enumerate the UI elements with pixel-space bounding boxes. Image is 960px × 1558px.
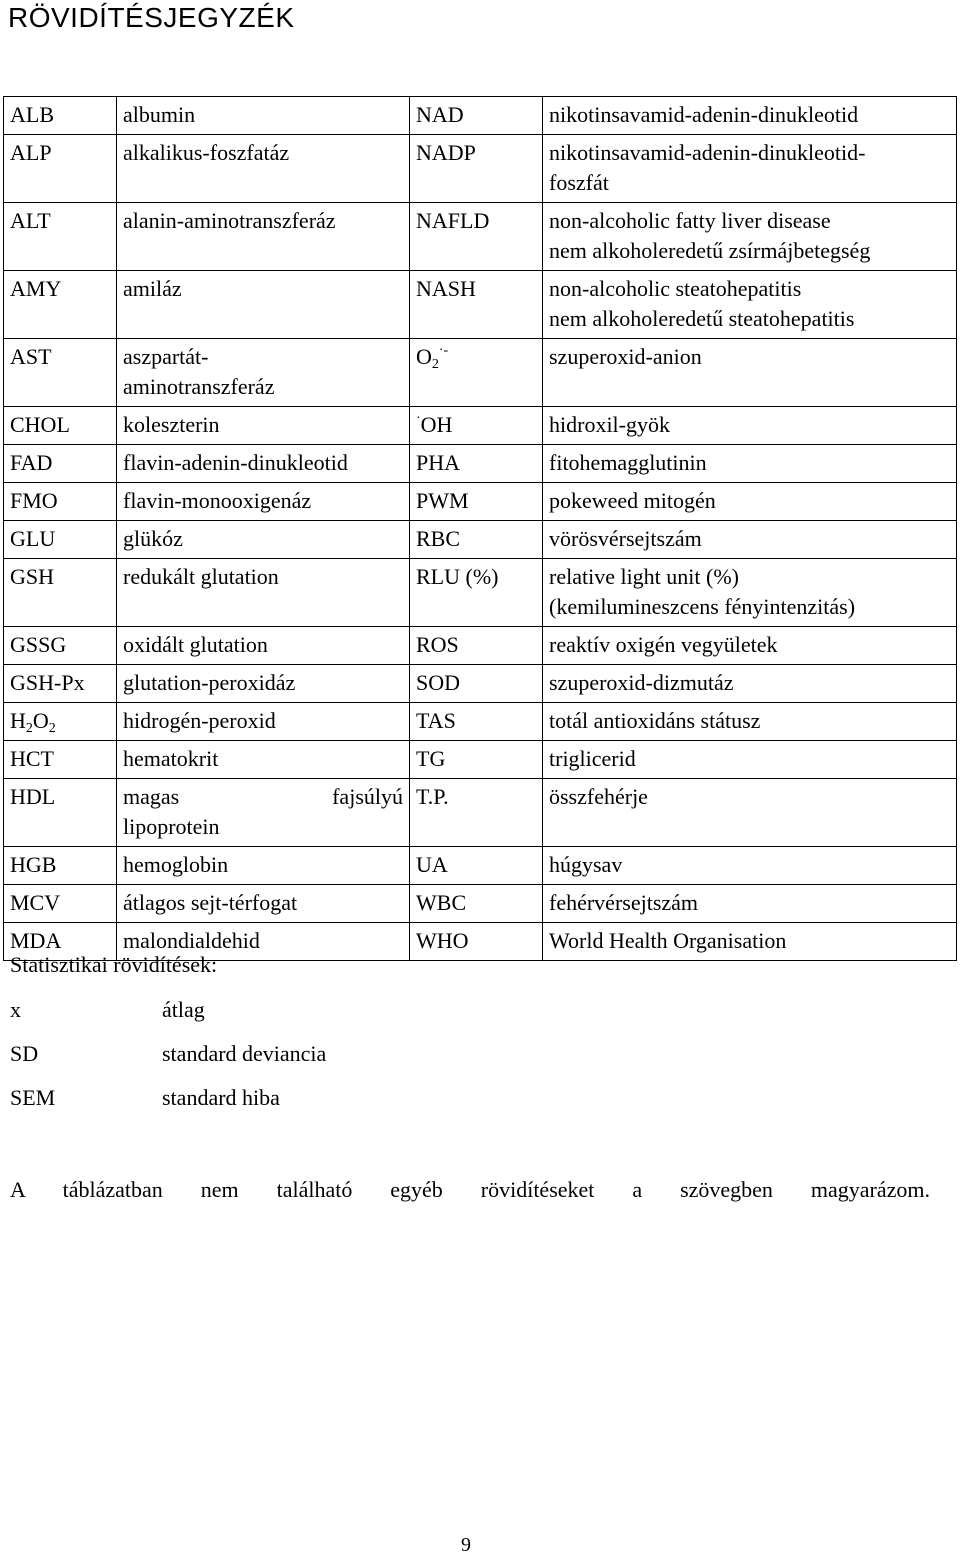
meaning-cell: redukált glutation <box>117 559 410 627</box>
abbreviation-cell: NAFLD <box>410 203 543 271</box>
meaning-cell: szuperoxid-anion <box>543 339 957 407</box>
abbreviation-cell: UA <box>410 847 543 885</box>
table-row <box>4 521 957 559</box>
abbreviation-cell: GSSG <box>4 627 117 665</box>
meaning-cell: aszpartát- aminotranszferáz <box>117 339 410 407</box>
meaning-cell: relative light unit (%) (kemilumineszcens fényintenzitás) <box>543 559 957 627</box>
table-row <box>4 339 957 407</box>
table-row <box>4 483 957 521</box>
abbreviation-cell: TAS <box>410 703 543 741</box>
abbreviation-cell: ROS <box>410 627 543 665</box>
meaning-cell: alanin-aminotranszferáz <box>117 203 410 271</box>
meaning-cell: nikotinsavamid-adenin-dinukleotid- foszfát <box>543 135 957 203</box>
abbreviation-table <box>3 96 957 961</box>
table-row <box>4 779 957 847</box>
statistic-abbreviation: x <box>10 997 21 1022</box>
page-number: 9 <box>461 1534 471 1556</box>
abbreviation-cell: RLU (%) <box>410 559 543 627</box>
abbreviation-cell: HCT <box>4 741 117 779</box>
meaning-cell: World Health Organisation <box>543 923 957 961</box>
meaning-cell: glutation-peroxidáz <box>117 665 410 703</box>
meaning-cell: reaktív oxigén vegyületek <box>543 627 957 665</box>
meaning-cell: hidroxil-gyök <box>543 407 957 445</box>
abbreviation-cell: SOD <box>410 665 543 703</box>
abbreviation-cell: MCV <box>4 885 117 923</box>
abbreviation-cell: TG <box>410 741 543 779</box>
table-row <box>4 741 957 779</box>
table-row <box>4 271 957 339</box>
abbreviation-cell: CHOL <box>4 407 117 445</box>
meaning-cell: triglicerid <box>543 741 957 779</box>
meaning-cell: húgysav <box>543 847 957 885</box>
statistic-meaning: standard hiba <box>162 1085 280 1110</box>
abbreviation-cell: ·OH <box>410 407 543 445</box>
abbreviation-cell: T.P. <box>410 779 543 847</box>
table-row <box>4 203 957 271</box>
page-title: RÖVIDÍTÉSJEGYZÉK <box>8 2 295 33</box>
abbreviation-cell: FMO <box>4 483 117 521</box>
abbreviation-cell: $O_2^{\cdot-}$ <box>410 339 543 407</box>
abbreviation-cell: NASH <box>410 271 543 339</box>
abbreviation-cell: NADP <box>410 135 543 203</box>
meaning-cell: szuperoxid-dizmutáz <box>543 665 957 703</box>
table-row <box>4 445 957 483</box>
abbreviation-cell: GLU <box>4 521 117 559</box>
meaning-cell: átlagos sejt-térfogat <box>117 885 410 923</box>
table-row <box>4 407 957 445</box>
table-row <box>4 885 957 923</box>
meaning-cell: totál antioxidáns státusz <box>543 703 957 741</box>
table-row <box>4 97 957 135</box>
abbreviation-cell: ALB <box>4 97 117 135</box>
meaning-cell: albumin <box>117 97 410 135</box>
meaning-cell: non-alcoholic steatohepatitis nem alkoholeredetű steatohepatitis <box>543 271 957 339</box>
abbreviation-cell: GSH <box>4 559 117 627</box>
meaning-cell: összfehérje <box>543 779 957 847</box>
abbreviation-cell: AMY <box>4 271 117 339</box>
table-row <box>4 847 957 885</box>
abbreviation-cell: HDL <box>4 779 117 847</box>
statistic-meaning: standard deviancia <box>162 1041 327 1066</box>
statistic-abbreviation: SEM <box>10 1085 56 1110</box>
abbreviation-cell: WHO <box>410 923 543 961</box>
abbreviation-cell: PWM <box>410 483 543 521</box>
meaning-cell: hidrogén-peroxid <box>117 703 410 741</box>
table-row <box>4 559 957 627</box>
meaning-cell: koleszterin <box>117 407 410 445</box>
table-row <box>4 135 957 203</box>
abbreviation-cell: ALP <box>4 135 117 203</box>
meaning-cell: nikotinsavamid-adenin-dinukleotid <box>543 97 957 135</box>
abbreviation-cell: FAD <box>4 445 117 483</box>
abbreviation-cell: NAD <box>410 97 543 135</box>
meaning-cell: amiláz <box>117 271 410 339</box>
meaning-cell: alkalikus-foszfatáz <box>117 135 410 203</box>
meaning-cell: oxidált glutation <box>117 627 410 665</box>
abbreviation-cell: $H_2O_2$ <box>4 703 117 741</box>
table-row <box>4 703 957 741</box>
abbreviation-table-body <box>4 97 957 961</box>
abbreviation-cell: MDA <box>4 923 117 961</box>
abbreviation-cell: RBC <box>410 521 543 559</box>
meaning-cell: magas fajsúlyú lipoprotein <box>117 779 410 847</box>
abbreviation-cell: ALT <box>4 203 117 271</box>
table-row <box>4 627 957 665</box>
abbreviation-cell: WBC <box>410 885 543 923</box>
meaning-cell: flavin-adenin-dinukleotid <box>117 445 410 483</box>
abbreviation-cell: HGB <box>4 847 117 885</box>
meaning-cell: pokeweed mitogén <box>543 483 957 521</box>
meaning-cell: non-alcoholic fatty liver disease nem alkoholeredetű zsírmájbetegség <box>543 203 957 271</box>
meaning-cell: hematokrit <box>117 741 410 779</box>
statistic-abbreviation: SD <box>10 1041 39 1066</box>
meaning-cell: glükóz <box>117 521 410 559</box>
meaning-cell: fitohemagglutinin <box>543 445 957 483</box>
meaning-cell: vörösvérsejtszám <box>543 521 957 559</box>
meaning-cell: flavin-monooxigenáz <box>117 483 410 521</box>
meaning-cell: hemoglobin <box>117 847 410 885</box>
statistics-heading: Statisztikai rövidítések: <box>10 952 218 977</box>
meaning-cell: malondialdehid <box>117 923 410 961</box>
abbreviation-cell: PHA <box>410 445 543 483</box>
footnote: A táblázatban nem található egyéb rövidítéseket a szövegben magyarázom. <box>10 1177 930 1202</box>
statistic-meaning: átlag <box>162 997 205 1022</box>
meaning-cell: fehérvérsejtszám <box>543 885 957 923</box>
table-row <box>4 665 957 703</box>
abbreviation-cell: AST <box>4 339 117 407</box>
abbreviation-cell: GSH-Px <box>4 665 117 703</box>
